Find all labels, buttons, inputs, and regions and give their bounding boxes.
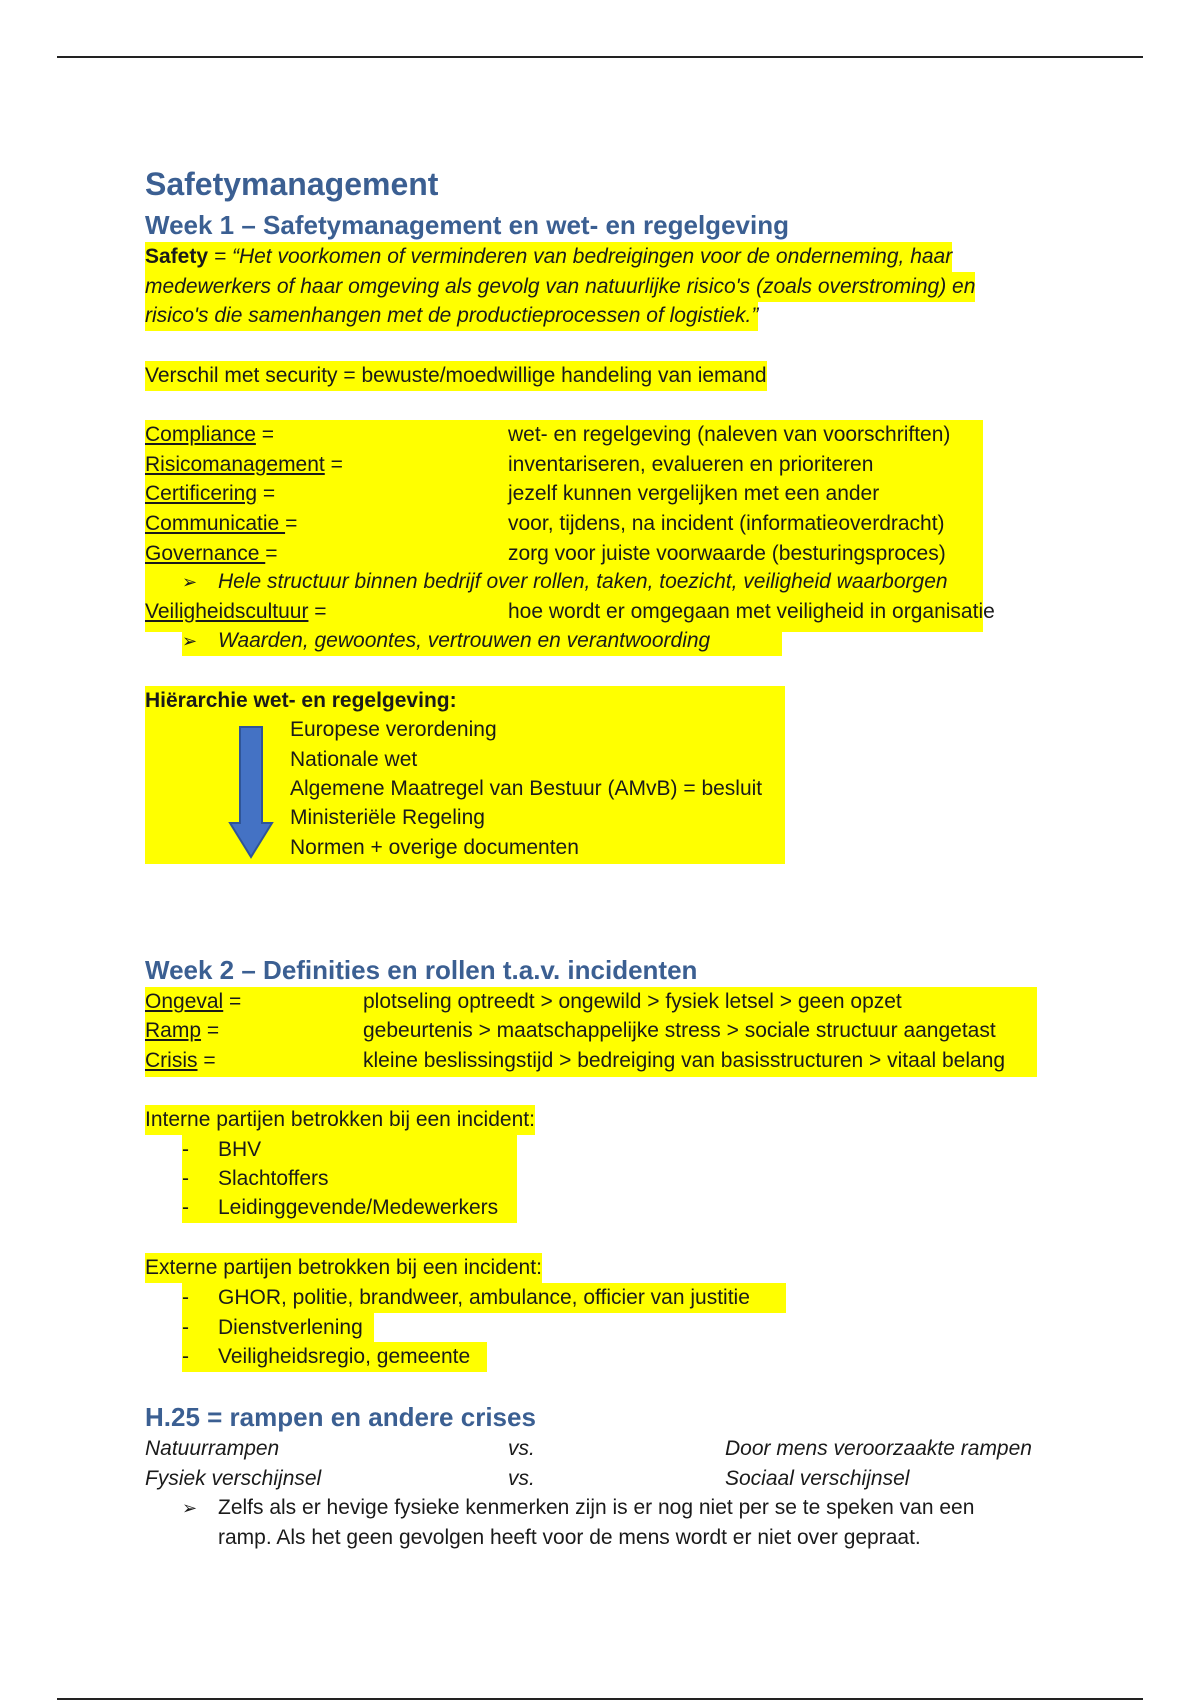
page-title: Safetymanagement [145,166,439,202]
h25-row1-vs: vs. [508,1437,535,1460]
def-certificering: jezelf kunnen vergelijken met een ander [508,482,880,505]
dash-bullet: - [182,1345,189,1368]
term-compliance: Compliance = [145,423,274,446]
h25-heading: H.25 = rampen en andere crises [145,1402,536,1432]
def-ramp: gebeurtenis > maatschappelijke stress > sociale structuur aangetast [363,1019,996,1042]
h25-row2-right: Sociaal verschijnsel [725,1467,910,1490]
arrow-bullet-icon: ➢ [182,631,198,651]
top-border-line [57,56,1143,58]
dash-bullet: - [182,1196,189,1219]
extern-item: Dienstverlening [218,1316,363,1339]
h25-row2-vs: vs. [508,1467,535,1490]
hierarchy-item: Ministeriële Regeling [290,806,485,829]
term-veiligheidscultuur: Veiligheidscultuur = [145,600,327,623]
term-crisis: Crisis = [145,1049,216,1072]
hierarchy-item: Nationale wet [290,748,418,771]
dash-bullet: - [182,1167,189,1190]
intern-title: Interne partijen betrokken bij een incident: [145,1105,535,1135]
week1-heading: Week 1 – Safetymanagement en wet- en regelgeving [145,210,789,240]
h25-note-line-2: ramp. Als het geen gevolgen heeft voor de mens wordt er niet over gepraat. [218,1526,921,1549]
def-compliance: wet- en regelgeving (naleven van voorschriften) [508,423,951,446]
def-ongeval: plotseling optreedt > ongewild > fysiek letsel > geen opzet [363,990,902,1013]
h25-note-line-1: Zelfs als er hevige fysieke kenmerken zijn is er nog niet per se te speken van een [218,1496,975,1519]
hierarchy-item: Europese verordening [290,718,497,741]
h25-row1-left: Natuurrampen [145,1437,280,1460]
def-risicomanagement: inventariseren, evalueren en prioriteren [508,453,874,476]
hierarchy-title: Hiërarchie wet- en regelgeving: [145,689,457,712]
term-ramp: Ramp = [145,1019,220,1042]
intern-item: BHV [218,1138,262,1161]
intern-item: Slachtoffers [218,1167,329,1190]
intern-item: Leidinggevende/Medewerkers [218,1196,499,1219]
hierarchy-item: Normen + overige documenten [290,836,579,859]
hierarchy-item: Algemene Maatregel van Bestuur (AMvB) = besluit [290,777,763,800]
term-ongeval: Ongeval = [145,990,242,1013]
dash-bullet: - [182,1138,189,1161]
arrow-bullet-icon: ➢ [182,1498,198,1518]
safety-definition-line-1 [145,242,952,272]
security-difference: Verschil met security = bewuste/moedwillige handeling van iemand [145,361,767,391]
def-veiligheidscultuur: hoe wordt er omgegaan met veiligheid in organisatie [508,600,995,623]
term-communicatie: Communicatie = [145,512,298,535]
def-crisis: kleine beslissingstijd > bedreiging van basisstructuren > vitaal belang [363,1049,1006,1072]
safety-definition-line-2: medewerkers of haar omgeving als gevolg van natuurlijke risico's (zoals overstroming) en [145,272,975,302]
safety-definition-line-3: risico's die samenhangen met de productieprocessen of logistiek.” [145,301,758,331]
governance-subpoint: Hele structuur binnen bedrijf over rollen, taken, toezicht, veiligheid waarborgen [218,570,948,593]
arrow-bullet-icon: ➢ [182,572,198,592]
extern-title: Externe partijen betrokken bij een incident: [145,1253,542,1283]
cultuur-subpoint: Waarden, gewoontes, vertrouwen en verantwoording [218,629,711,652]
def-governance: zorg voor juiste voorwaarde (besturingsproces) [508,542,946,565]
term-certificering: Certificering = [145,482,276,505]
extern-item: GHOR, politie, brandweer, ambulance, officier van justitie [218,1286,750,1309]
def-communicatie: voor, tijdens, na incident (informatieoverdracht) [508,512,945,535]
down-arrow-icon [228,725,274,860]
term-governance: Governance = [145,542,278,565]
extern-item: Veiligheidsregio, gemeente [218,1345,471,1368]
week2-heading: Week 2 – Definities en rollen t.a.v. incidenten [145,955,698,985]
dash-bullet: - [182,1286,189,1309]
safety-term: Safety [145,245,209,268]
safety-def-1: = “Het voorkomen of verminderen van bedreigingen voor de onderneming, haar [208,245,953,268]
h25-row1-right: Door mens veroorzaakte rampen [725,1437,1032,1460]
dash-bullet: - [182,1316,189,1339]
h25-row2-left: Fysiek verschijnsel [145,1467,322,1490]
term-risicomanagement: Risicomanagement = [145,453,343,476]
